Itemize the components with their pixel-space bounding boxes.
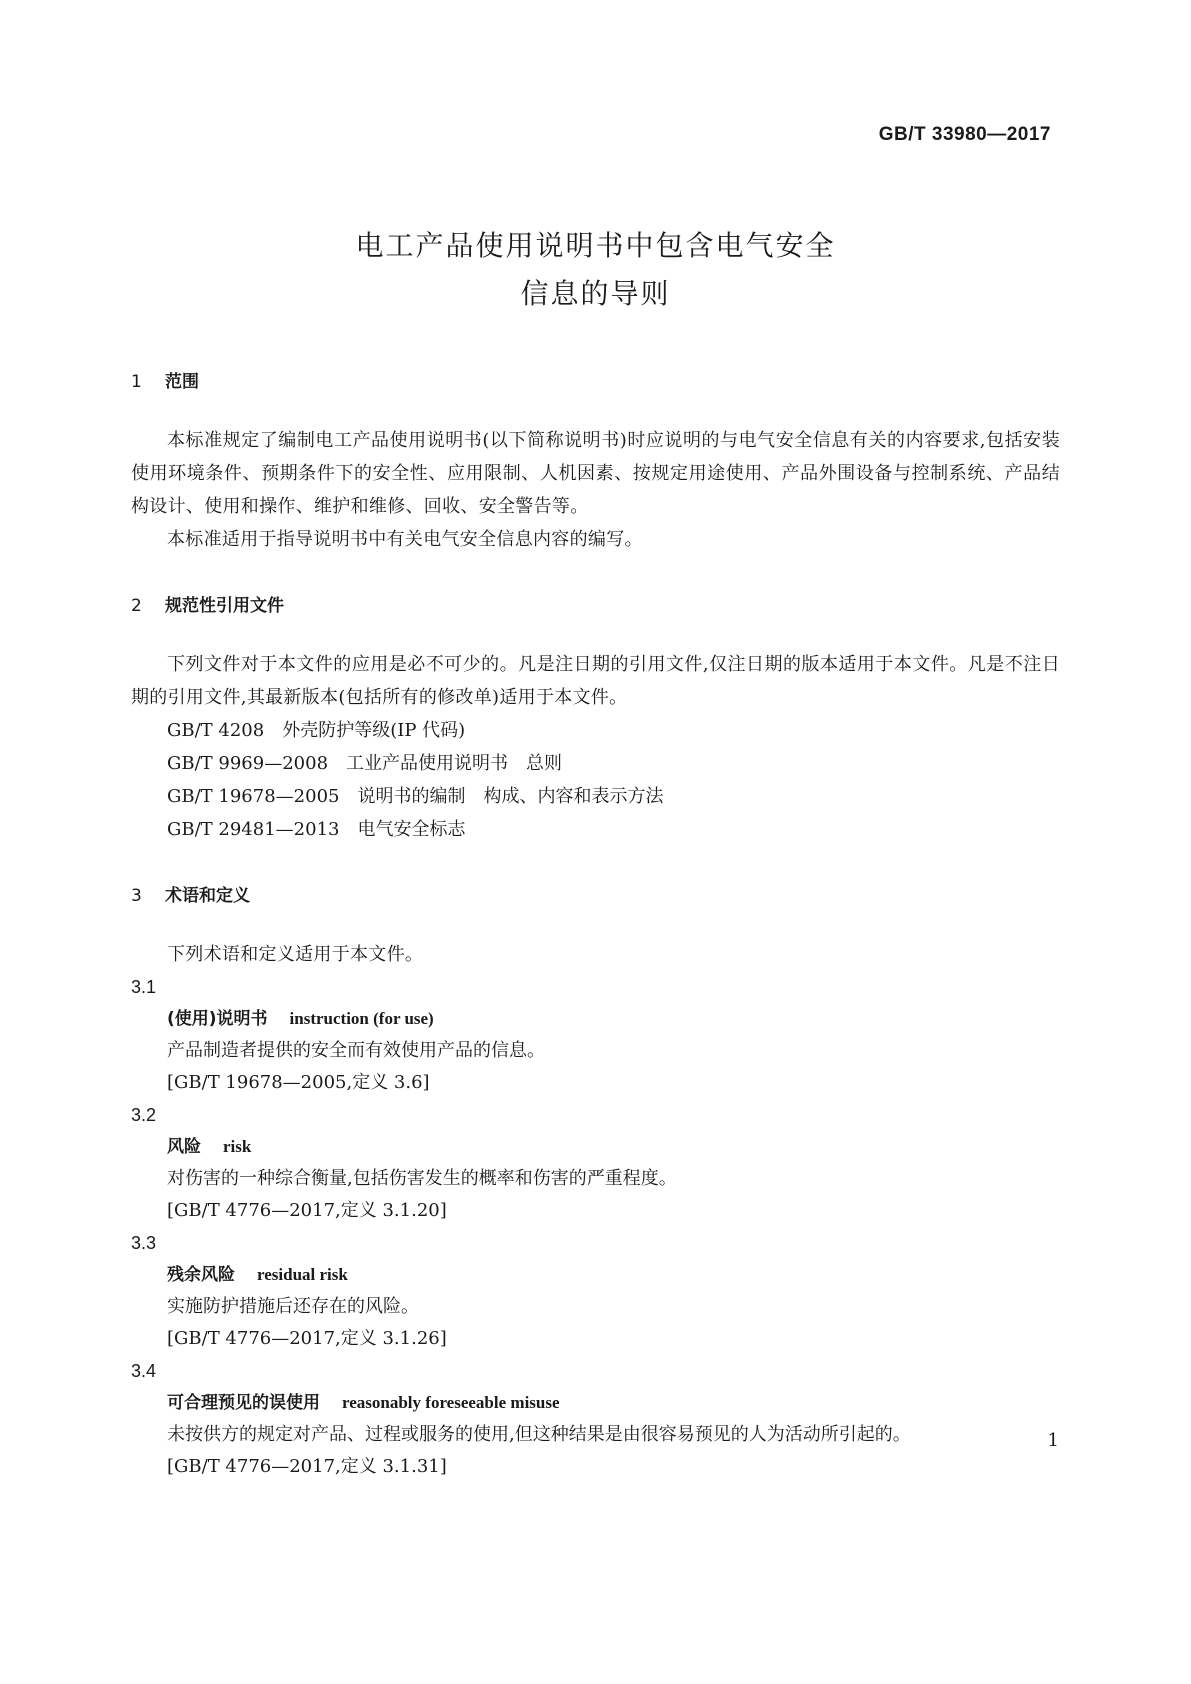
reference-title: 说明书的编制 构成、内容和表示方法 <box>357 786 664 807</box>
section-2-paragraph-1: 下列文件对于本文件的应用是必不可少的。凡是注日期的引用文件,仅注日期的版本适用于本文件。凡是不注日期的引用文件,其最新版本(包括所有的修改单)适用于本文件。 <box>131 654 1060 708</box>
reference-item <box>131 813 1060 846</box>
reference-title: 工业产品使用说明书 总则 <box>346 753 563 774</box>
term-zh: 残余风险 <box>167 1265 235 1285</box>
standard-number: GB/T 33980—2017 <box>878 124 1051 145</box>
term-heading <box>131 1259 1060 1291</box>
reference-code: GB/T 19678—2005 <box>167 786 340 807</box>
term-number: 3.4 <box>131 1361 157 1381</box>
term-zh: 可合理预见的误使用 <box>167 1393 320 1413</box>
title-line-1: 电工产品使用说明书中包含电气安全 <box>355 229 836 262</box>
reference-item <box>131 747 1060 780</box>
page-number: 1 <box>1047 1430 1059 1451</box>
term-source: [GB/T 4776—2017,定义 3.1.26] <box>167 1328 447 1349</box>
reference-code: GB/T 29481—2013 <box>167 819 340 840</box>
term-definition: 产品制造者提供的安全而有效使用产品的信息。 <box>167 1040 545 1061</box>
section-3-intro: 下列术语和定义适用于本文件。 <box>167 944 424 965</box>
reference-code: GB/T 9969—2008 <box>167 753 329 774</box>
term-source: [GB/T 19678—2005,定义 3.6] <box>167 1072 430 1093</box>
document-title <box>0 222 1191 318</box>
reference-item <box>131 780 1060 813</box>
section-2-heading <box>131 590 1060 622</box>
section-2-number: 2 <box>131 596 142 616</box>
term-number: 3.2 <box>131 1105 157 1125</box>
term-heading <box>131 1387 1060 1419</box>
term-definition: 实施防护措施后还存在的风险。 <box>167 1296 419 1317</box>
term-source: [GB/T 4776—2017,定义 3.1.31] <box>167 1456 447 1477</box>
section-1-number: 1 <box>131 372 142 392</box>
term-zh: 风险 <box>167 1137 201 1157</box>
section-1-paragraph-1: 本标准规定了编制电工产品使用说明书(以下简称说明书)时应说明的与电气安全信息有关的内容要求,包括安装使用环境条件、预期条件下的安全性、应用限制、人机因素、按规定用途使用、产品外围设备与控制系统、产品结构设计、使用和操作、维护和维修、回收、安全警告等。 <box>131 430 1060 517</box>
term-definition: 对伤害的一种综合衡量,包括伤害发生的概率和伤害的严重程度。 <box>167 1168 677 1189</box>
term-number: 3.3 <box>131 1233 157 1253</box>
term-en: instruction (for use) <box>289 1009 434 1028</box>
section-3-heading <box>131 880 1060 912</box>
section-1-heading <box>131 366 1060 398</box>
term-en: residual risk <box>257 1265 348 1284</box>
section-1-paragraph-2: 本标准适用于指导说明书中有关电气安全信息内容的编写。 <box>167 529 643 550</box>
term-definition: 未按供方的规定对产品、过程或服务的使用,但这种结果是由很容易预见的人为活动所引起的。 <box>167 1424 911 1445</box>
reference-item <box>131 714 1060 747</box>
term-number: 3.1 <box>131 977 157 997</box>
term-zh: (使用)说明书 <box>167 1009 268 1029</box>
term-en: reasonably foreseeable misuse <box>342 1393 560 1412</box>
reference-title: 外壳防护等级(IP 代码) <box>282 720 466 741</box>
term-heading <box>131 1003 1060 1035</box>
section-2-title: 规范性引用文件 <box>165 596 284 616</box>
term-en: risk <box>223 1137 252 1156</box>
section-1-title: 范围 <box>165 372 199 392</box>
document-body <box>131 366 1060 1483</box>
term-heading <box>131 1131 1060 1163</box>
section-3-title: 术语和定义 <box>165 886 250 906</box>
reference-title: 电气安全标志 <box>357 819 466 840</box>
term-source: [GB/T 4776—2017,定义 3.1.20] <box>167 1200 447 1221</box>
reference-code: GB/T 4208 <box>167 720 265 741</box>
title-line-2: 信息的导则 <box>520 277 671 310</box>
section-3-number: 3 <box>131 886 142 906</box>
